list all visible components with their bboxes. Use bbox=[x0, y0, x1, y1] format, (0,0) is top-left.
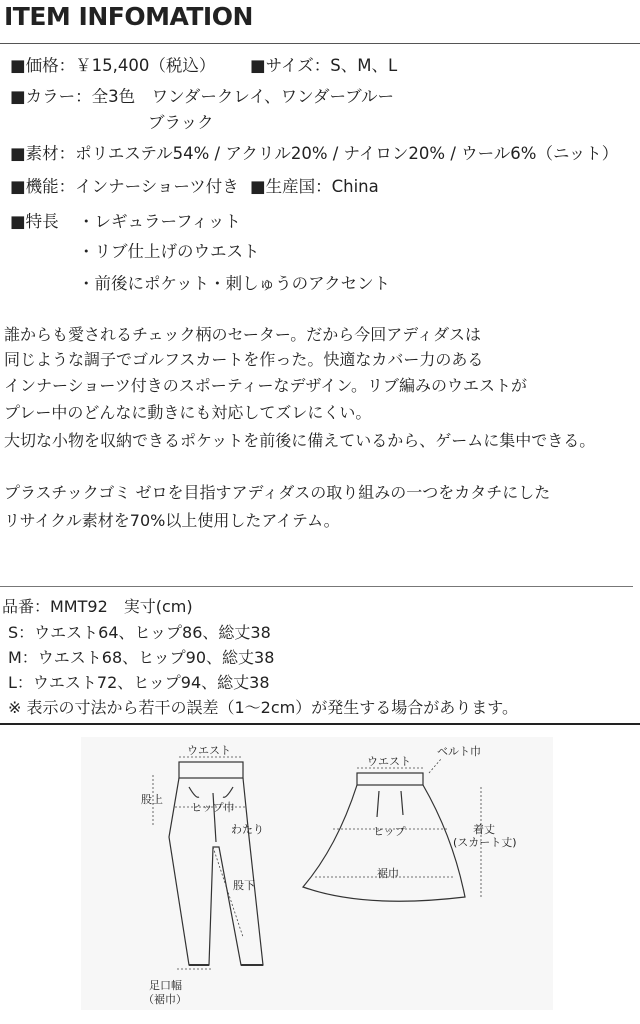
feature-item: ・リブ仕上げのウエスト bbox=[78, 242, 260, 261]
pants-hip-label: ヒップ巾 bbox=[191, 801, 235, 814]
section-divider bbox=[0, 586, 633, 587]
skirt-belt-label: ベルト巾 bbox=[437, 745, 481, 758]
skirt-hip-label: ヒップ bbox=[373, 825, 406, 838]
description-line: 大切な小物を収納できるポケットを前後に備えているから、ゲームに集中できる。 bbox=[4, 431, 596, 450]
spec-material: ■素材：ポリエステル54% / アクリル20% / ナイロン20% / ウール6%（ニット） bbox=[10, 144, 619, 163]
measurement-diagram bbox=[81, 737, 553, 1010]
description-line: インナーショーツ付きのスポーティーなデザイン。リブ編みのウエストが bbox=[4, 376, 528, 395]
title-divider bbox=[0, 43, 640, 44]
size-note: ※ 表示の寸法から若干の誤差（1〜2cm）が発生する場合があります。 bbox=[8, 698, 518, 717]
size-row: L：ウエスト72、ヒップ94、総丈38 bbox=[8, 673, 270, 692]
spec-size: ■サイズ：S、M、L bbox=[250, 56, 398, 75]
pants-hem-label: 足口幅 bbox=[149, 979, 182, 992]
page-title: ITEM INFOMATION bbox=[4, 2, 253, 31]
bottom-divider bbox=[0, 723, 640, 725]
spec-origin: ■生産国：China bbox=[250, 177, 379, 196]
eco-line: リサイクル素材を70%以上使用したアイテム。 bbox=[4, 511, 340, 530]
skirt-length-label: 着丈 bbox=[473, 823, 495, 836]
pants-rise-label: 股上 bbox=[141, 793, 163, 806]
size-header: 品番：MMT92 実寸(cm) bbox=[2, 597, 193, 616]
pants-waist-label: ウエスト bbox=[187, 744, 231, 757]
measurement-diagram-svg bbox=[81, 737, 553, 1010]
spec-function: ■機能：インナーショーツ付き bbox=[10, 177, 239, 196]
spec-price: ■価格：￥15,400（税込） bbox=[10, 56, 216, 75]
eco-line: プラスチックゴミ ゼロを目指すアディダスの取り組みの一つをカタチにした bbox=[4, 483, 551, 502]
spec-color: ■カラー：全3色 ワンダークレイ、ワンダーブルー bbox=[10, 87, 394, 106]
description-line: 同じような調子でゴルフスカートを作った。快適なカバー力のある bbox=[4, 350, 484, 369]
pants-dimension-lines bbox=[153, 757, 247, 969]
pants-hem-sub-label: （裾巾） bbox=[143, 993, 187, 1006]
pants-thigh-label: わたり bbox=[231, 823, 264, 836]
feature-item: ・レギュラーフィット bbox=[78, 212, 241, 231]
skirt-length-sub-label: (スカート丈) bbox=[453, 836, 517, 849]
description-line: 誰からも愛されるチェック柄のセーター。だから今回アディダスは bbox=[4, 325, 481, 344]
size-row: S：ウエスト64、ヒップ86、総丈38 bbox=[8, 623, 271, 642]
skirt-waist-label: ウエスト bbox=[367, 755, 411, 768]
pants-illustration bbox=[169, 762, 263, 965]
description-line: プレー中のどんなに動きにも対応してズレにくい。 bbox=[4, 403, 372, 422]
skirt-hem-label: 裾巾 bbox=[377, 867, 399, 880]
spec-features-label: ■特長 bbox=[10, 212, 59, 231]
feature-item: ・前後にポケット・刺しゅうのアクセント bbox=[78, 274, 391, 293]
spec-color-cont: ブラック bbox=[148, 113, 214, 132]
size-row: M：ウエスト68、ヒップ90、総丈38 bbox=[8, 648, 275, 667]
pants-inseam-label: 股下 bbox=[233, 879, 255, 892]
